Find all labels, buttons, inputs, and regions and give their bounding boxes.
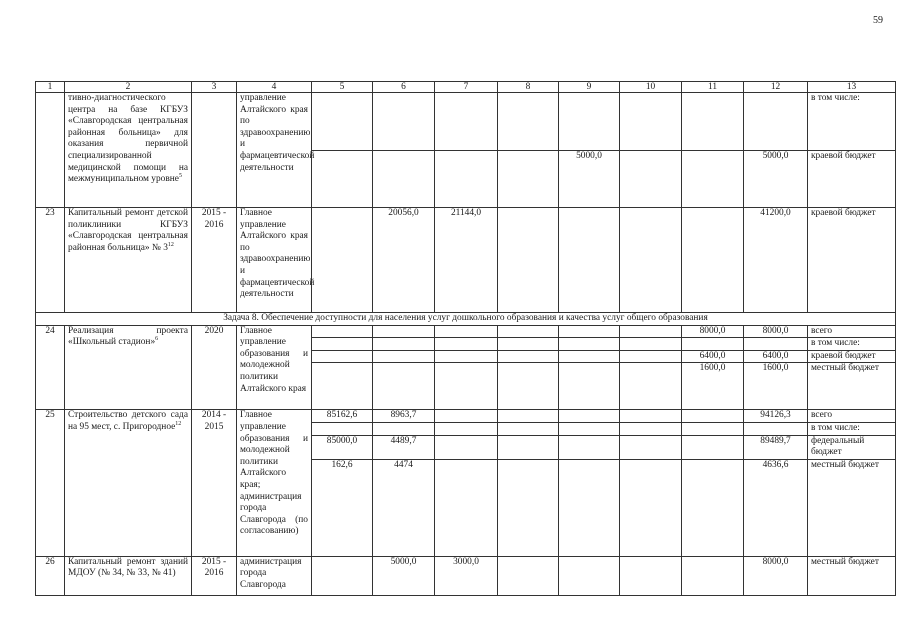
col-header: 1 <box>36 82 65 93</box>
years: 2020 <box>192 325 237 410</box>
amount-total: 1600,0 <box>744 363 808 410</box>
project-name: тивно-диагностического центра на базе КГБУЗ «Славгородская центральная районная больница» для оказания первичной специализированной медицинской помощи на межмуниципальном уровне$^5$ <box>65 93 192 208</box>
executor: администрация города Славгорода <box>237 556 312 595</box>
col-header: 8 <box>498 82 559 93</box>
col-header: 4 <box>237 82 312 93</box>
funding-source: в том числе: <box>808 93 896 151</box>
row-number: 25 <box>36 410 65 556</box>
executor: управление Алтайского края по здравоохранению и фармацевтической деятельности <box>237 93 312 208</box>
page-number: 59 <box>873 15 883 26</box>
amount: 5000,0 <box>559 150 620 208</box>
project-name: Строительство детского сада на 95 мест, с. Пригородное$^{12}$ <box>65 410 192 556</box>
project-name: Капитальный ремонт детской поликлиники КГБУЗ «Славгородская центральная районная больница» № $3^{12}$ <box>65 208 192 313</box>
row-number: 24 <box>36 325 65 410</box>
funding-source: в том числе: <box>808 422 896 435</box>
amount: 5000,0 <box>373 556 435 595</box>
amount: 20056,0 <box>373 208 435 313</box>
project-name: Капитальный ремонт зданий МДОУ (№ 34, № 33, № 41) <box>65 556 192 595</box>
col-header: 11 <box>682 82 744 93</box>
executor: Главное управление образования и молодежной политики Алтайского края; администрация города Славгорода (по согласованию) <box>237 410 312 556</box>
col-header: 6 <box>373 82 435 93</box>
funding-source: краевой бюджет <box>808 150 896 208</box>
row-number: 26 <box>36 556 65 595</box>
years: 2015 - 2016 <box>192 556 237 595</box>
col-header: 7 <box>435 82 498 93</box>
amount-total: 41200,0 <box>744 208 808 313</box>
col-header: 13 <box>808 82 896 93</box>
amount: 4474 <box>373 459 435 556</box>
header-row <box>36 82 896 93</box>
amount: 1600,0 <box>682 363 744 410</box>
amount-total: 8000,0 <box>744 556 808 595</box>
table-row <box>36 93 896 151</box>
col-header: 3 <box>192 82 237 93</box>
amount: 85000,0 <box>312 435 373 459</box>
col-header: 5 <box>312 82 373 93</box>
amount: 8000,0 <box>682 325 744 338</box>
col-header: 9 <box>559 82 620 93</box>
table-row <box>36 325 896 338</box>
executor: Главное управление Алтайского края по здравоохранению и фармацевтической деятельности <box>237 208 312 313</box>
funding-source: всего <box>808 325 896 338</box>
row-number: 23 <box>36 208 65 313</box>
table-row <box>36 208 896 313</box>
project-name: Реализация проекта «Школьный стадион»$^6$ <box>65 325 192 410</box>
amount: 4489,7 <box>373 435 435 459</box>
amount-total: 4636,6 <box>744 459 808 556</box>
amount-total: 94126,3 <box>744 410 808 423</box>
funding-source: краевой бюджет <box>808 208 896 313</box>
amount: 3000,0 <box>435 556 498 595</box>
col-header: 12 <box>744 82 808 93</box>
amount-total: 5000,0 <box>744 150 808 208</box>
funding-source: местный бюджет <box>808 556 896 595</box>
col-header: 10 <box>620 82 682 93</box>
table-row <box>36 556 896 595</box>
amount-total: 6400,0 <box>744 350 808 363</box>
executor: Главное управление образования и молодежной политики Алтайского края <box>237 325 312 410</box>
funding-source: местный бюджет <box>808 363 896 410</box>
funding-source: краевой бюджет <box>808 350 896 363</box>
program-table <box>35 81 895 596</box>
table-row <box>36 410 896 423</box>
funding-source: всего <box>808 410 896 423</box>
task-heading: Задача 8. Обеспечение доступности для населения услуг дошкольного образования и качества услуг общего образования <box>36 313 896 326</box>
amount: 162,6 <box>312 459 373 556</box>
amount: 8963,7 <box>373 410 435 423</box>
amount-total: 89489,7 <box>744 435 808 459</box>
funding-source: федеральный бюджет <box>808 435 896 459</box>
funding-source: местный бюджет <box>808 459 896 556</box>
task-heading-row <box>36 313 896 326</box>
amount: 21144,0 <box>435 208 498 313</box>
funding-source: в том числе: <box>808 338 896 351</box>
col-header: 2 <box>65 82 192 93</box>
amount-total: 8000,0 <box>744 325 808 338</box>
years: 2014 - 2015 <box>192 410 237 556</box>
years: 2015 - 2016 <box>192 208 237 313</box>
amount: 85162,6 <box>312 410 373 423</box>
amount: 6400,0 <box>682 350 744 363</box>
